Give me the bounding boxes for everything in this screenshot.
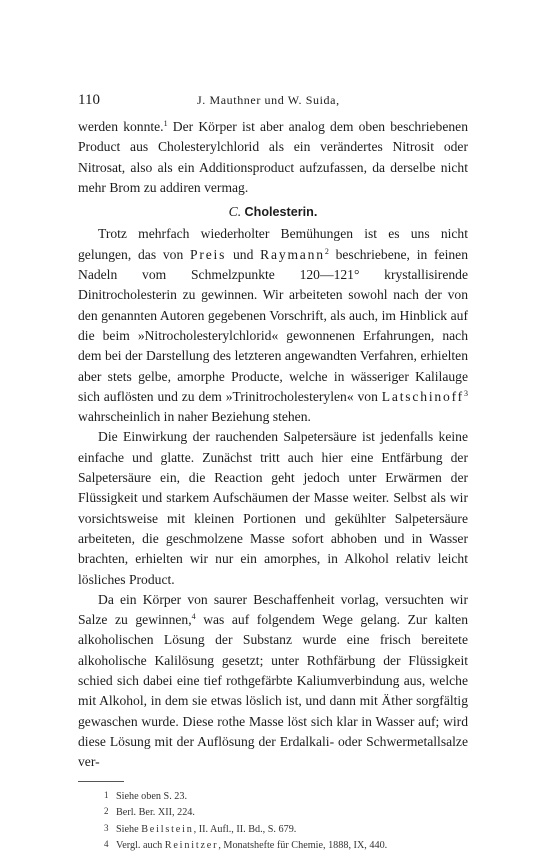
footnote-ref[interactable]: 2 bbox=[324, 246, 329, 256]
footnote-text: Siehe bbox=[116, 823, 142, 835]
section-title: Cholesterin. bbox=[244, 205, 318, 220]
footnote-text: , Monatshefte für Chemie, 1888, IX, 440. bbox=[218, 840, 388, 851]
footnote-ref[interactable]: 3 bbox=[464, 388, 468, 398]
body-text bbox=[78, 117, 468, 773]
footnote bbox=[78, 837, 468, 854]
footnote-ref[interactable]: 4 bbox=[191, 612, 196, 622]
footnote-marker: 4 bbox=[104, 839, 109, 849]
running-head bbox=[78, 92, 468, 112]
footnote bbox=[78, 821, 468, 838]
paragraph-continuation bbox=[78, 117, 468, 198]
author-name: Preis bbox=[190, 246, 227, 262]
author-name: Reinitzer bbox=[164, 840, 219, 851]
section-heading bbox=[78, 202, 468, 222]
paragraph-text: Trotz mehrfach wiederholter Bemühungen ist es uns nicht gelungen, das von bbox=[78, 226, 468, 262]
footnote-text: Vergl. auch bbox=[116, 840, 165, 851]
paragraph-text: Die Einwirkung der rauchenden Salpetersäure ist jedenfalls keine einfache und glatte. Zunächst tritt auch hier eine Entfärbung der Salpetersäure ein, die Reaction geht jedoch unter Erwärmen der Flüssigkeit und starkem Aufschäumen der Masse weiter. Selbst als wir vorsichtsweise mit kleinen Portionen und gekühlter Salpetersäure arbeiteten, die geschmolzene Masse sofort abhoben und in Wasser brachten, erhielten wir nur ein amorphes, in Alkohol relativ leicht lösliches Product. bbox=[78, 429, 468, 587]
paragraph-text: was auf folgendem Wege gelang. Zur kalten alkoholischen Lösung der Substanz wurde eine frisch bereitete alkoholische Kalilösung gesetzt; unter Rothfärbung der Flüssigkeit schied sich dabei eine tief rothgefärbte Kaliumverbindung aus, welche mit Alkohol, in dem sie etwas löslich ist, und dann mit Äther sorgfältig gewaschen wurde. Diese rothe Masse löst sich klar in Wasser auf; wird diese Lösung mit der Auflösung der Erdalkali- oder Schwermetallsalze ver- bbox=[78, 612, 468, 770]
running-title: J. Mauthner und W. Suida, bbox=[197, 93, 340, 107]
page-number: 110 bbox=[78, 92, 100, 108]
paragraph-text: und bbox=[226, 246, 261, 262]
footnote-marker: 1 bbox=[104, 789, 109, 800]
paragraph-text: beschriebene, in feinen Nadeln vom Schmelzpunkte 120—121° krystallisirende Dinitrocholesterin zu gewinnen. Wir arbeiteten sowohl nach der von den genannten Autoren gegebenen Vorschrift, als auch, im Hinblick auf die beim »Nitrocholesterylchlorid« gewonnenen Erfahrungen, nach dem bei der Darstellung des letzteren angewandten Verfahren, erhielten aber stets gelbe, amorphe Producte, welche in wässeriger Kalilauge sich auflösten und zu dem »Trinitrocholesterylen« von bbox=[78, 246, 469, 404]
document-page bbox=[78, 92, 468, 854]
paragraph bbox=[78, 590, 468, 773]
footnote bbox=[78, 788, 468, 805]
author-name: Latschinoff bbox=[381, 388, 464, 404]
footnote bbox=[78, 804, 468, 821]
footnote-ref[interactable]: 1 bbox=[163, 119, 168, 128]
footnote-marker: 3 bbox=[104, 822, 109, 833]
paragraph bbox=[78, 224, 468, 427]
footnotes bbox=[78, 788, 468, 854]
paragraph-text: werden konnte. bbox=[78, 119, 164, 134]
paragraph-text: Der Körper ist aber analog dem oben beschriebenen Product aus Cholesterylchlorid als ein verändertes Nitrosit oder Nitrosat, also als ein Additionsproduct aufzufassen, da derselbe nicht mehr Brom zu addiren vermag. bbox=[78, 119, 468, 195]
footnote-marker: 2 bbox=[104, 806, 109, 816]
author-name: Raymann bbox=[260, 246, 325, 262]
footnote-text: Siehe oben S. 23. bbox=[116, 790, 188, 802]
section-letter: C. bbox=[228, 204, 242, 220]
footnote-divider bbox=[78, 781, 124, 782]
paragraph-text: Da ein Körper von saurer Beschaffenheit vorlag, versuchten wir Salze zu gewinnen, bbox=[78, 591, 468, 628]
footnote-text: , II. Aufl., II. Bd., S. 679. bbox=[193, 823, 297, 835]
paragraph bbox=[78, 427, 468, 589]
author-name: Beilstein bbox=[141, 823, 194, 835]
paragraph-text: wahrscheinlich in naher Beziehung stehen. bbox=[78, 409, 311, 425]
footnote-text: Berl. Ber. XII, 224. bbox=[116, 807, 195, 818]
